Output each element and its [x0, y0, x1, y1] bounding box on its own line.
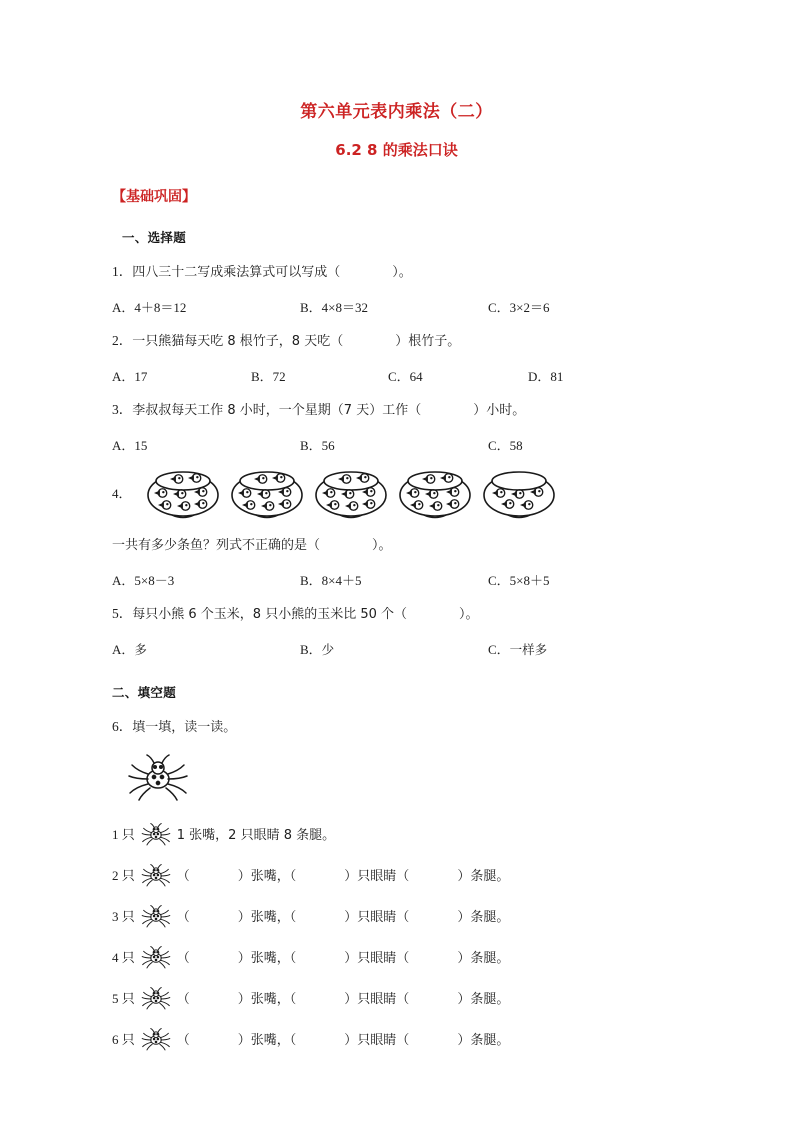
spider-line-2-paren-3-close: ）条腿。: [457, 869, 510, 885]
option-5-a[interactable]: [112, 639, 147, 658]
option-3-c[interactable]: [488, 435, 523, 454]
question-1-text-before: 四八三十二写成乘法算式可以写成（: [132, 265, 341, 281]
option-2-d-label: D．: [528, 368, 551, 384]
spider-line-5-count: 5 只: [112, 991, 135, 1007]
question-4-number: 4．: [112, 486, 132, 502]
spider-line-6: [112, 1026, 713, 1052]
spider-line-3-paren-1-close: ）张嘴，（: [237, 910, 297, 926]
option-4-b[interactable]: [300, 570, 362, 589]
option-1-a[interactable]: [112, 297, 186, 316]
spider-line-5-paren-1-open: （: [176, 992, 190, 1008]
question-5-options: [112, 639, 713, 657]
option-2-a-text: 17: [134, 368, 148, 384]
option-3-c-text: 58: [509, 437, 523, 453]
option-5-b-text: 少: [321, 641, 335, 657]
question-2-text-before: 一只熊猫每天吃 8 根竹子，8 天吃（: [132, 334, 344, 350]
option-5-c-label: C．: [488, 641, 510, 657]
question-4-stem: [112, 536, 713, 555]
option-1-b[interactable]: [300, 297, 368, 316]
option-2-c-label: C．: [388, 368, 410, 384]
option-5-a-label: A．: [112, 641, 135, 657]
question-4-options: [112, 570, 713, 588]
question-5-number: 5．: [112, 605, 133, 621]
question-4-text-after: ）。: [372, 537, 392, 553]
spider-line-4-paren-1-close: ）张嘴，（: [237, 951, 297, 967]
spider-line-3: [112, 903, 713, 929]
spider-line-6-paren-1-open: （: [176, 1033, 190, 1049]
question-4-figure: [112, 467, 713, 519]
fishbowl-5-icon: [480, 467, 558, 519]
spider-icon: [136, 863, 176, 887]
spider-line-6-paren-3-close: ）条腿。: [457, 1033, 510, 1049]
spider-line-example-text: 1 张嘴，2 只眼睛 8 条腿。: [176, 828, 336, 844]
option-2-b-label: B．: [251, 368, 273, 384]
spider-line-2-paren-1-open: （: [176, 869, 190, 885]
option-2-d-text: 81: [550, 368, 564, 384]
spider-icon: [136, 945, 176, 969]
spider-line-2-paren-1-close: ）张嘴，（: [237, 869, 297, 885]
option-2-b[interactable]: [251, 366, 286, 385]
fishbowl-4-icon: [396, 467, 474, 519]
spider-icon: [136, 822, 176, 846]
option-4-a-text: 5×8－3: [134, 572, 175, 588]
option-3-b[interactable]: [300, 435, 335, 454]
spider-line-4-paren-2-close: ）只眼睛（: [344, 951, 410, 967]
question-3-number: 3．: [112, 401, 133, 417]
fishbowl-2-icon: [228, 467, 306, 519]
spider-line-3-paren-3-close: ）条腿。: [457, 910, 510, 926]
option-5-a-text: 多: [134, 641, 147, 657]
spider-line-5-paren-2-close: ）只眼睛（: [344, 992, 410, 1008]
option-2-c[interactable]: [388, 366, 423, 385]
spider-line-2-paren-2-close: ）只眼睛（: [344, 869, 410, 885]
option-2-a[interactable]: [112, 366, 147, 385]
question-2-options: [112, 366, 713, 384]
option-1-b-text: 4×8＝32: [321, 300, 369, 316]
spider-line-3-count: 3 只: [112, 909, 135, 925]
question-4-text-before: 一共有多少条鱼？列式不正确的是（: [112, 537, 321, 553]
question-6-stem: [112, 718, 713, 737]
fishbowl-3-icon: [312, 467, 390, 519]
spider-line-4-count: 4 只: [112, 950, 135, 966]
option-3-b-text: 56: [321, 437, 335, 453]
option-1-b-label: B．: [300, 300, 322, 316]
spider-line-example-count: 1 只: [112, 827, 135, 843]
option-2-a-label: A．: [112, 368, 135, 384]
spider-line-5-paren-1-close: ）张嘴，（: [237, 992, 297, 1008]
spider-line-3-paren-1-open: （: [176, 910, 190, 926]
option-5-b[interactable]: [300, 639, 334, 658]
spider-line-6-count: 6 只: [112, 1032, 135, 1048]
question-3-text-after: ）小时。: [473, 402, 526, 418]
section-heading-fill-blank: 二、填空题: [112, 684, 177, 700]
option-1-c-label: C．: [488, 300, 510, 316]
option-3-c-label: C．: [488, 437, 510, 453]
question-6-text: 填一填，读一读。: [132, 719, 237, 735]
question-5-text-after: ）。: [459, 606, 479, 622]
question-3-stem: [112, 401, 713, 420]
option-5-c-text: 一样多: [509, 641, 548, 657]
spider-line-4-paren-3-close: ）条腿。: [457, 951, 510, 967]
question-5-text-before: 每只小熊 6 个玉米，8 只小熊的玉米比 50 个（: [132, 606, 407, 622]
spider-icon: [136, 986, 176, 1010]
option-4-a-label: A．: [112, 572, 135, 588]
page-title: 第六单元表内乘法（二）: [300, 102, 493, 122]
question-2-number: 2．: [112, 333, 133, 349]
option-2-b-text: 72: [272, 368, 286, 384]
spider-line-3-paren-2-close: ）只眼睛（: [344, 910, 410, 926]
spider-line-4: [112, 944, 713, 970]
question-1-options: [112, 297, 713, 315]
fishbowl-1-icon: [144, 467, 222, 519]
option-1-a-text: 4＋8＝12: [134, 300, 187, 316]
option-4-b-text: 8×4＋5: [321, 572, 362, 588]
question-1-number: 1．: [112, 264, 133, 280]
question-3-text-before: 李叔叔每天工作 8 小时，一个星期（7 天）工作（: [132, 402, 422, 418]
spider-line-4-paren-1-open: （: [176, 951, 190, 967]
question-1-stem: [112, 263, 713, 282]
option-4-a[interactable]: [112, 570, 174, 589]
option-3-a-text: 15: [134, 437, 148, 453]
worksheet-content: [0, 228, 793, 1051]
question-6-number: 6．: [112, 718, 133, 734]
option-1-c-text: 3×2＝6: [509, 300, 550, 316]
option-4-b-label: B．: [300, 572, 322, 588]
spider-line-6-paren-2-close: ）只眼睛（: [344, 1033, 410, 1049]
option-3-a-label: A．: [112, 437, 135, 453]
section-banner: 【基础巩固】: [112, 189, 196, 206]
spider-icon: [136, 904, 176, 928]
option-2-d[interactable]: [528, 366, 563, 385]
question-2-text-after: ）根竹子。: [395, 334, 461, 350]
option-1-a-label: A．: [112, 300, 135, 316]
spider-line-2-count: 2 只: [112, 868, 135, 884]
option-5-b-label: B．: [300, 641, 322, 657]
section-heading-choice: 一、选择题: [122, 230, 187, 246]
option-5-c[interactable]: [488, 639, 547, 658]
option-4-c[interactable]: [488, 570, 550, 589]
question-2-stem: [112, 332, 713, 351]
question-1-text-after: ）。: [392, 265, 412, 281]
spider-line-2: [112, 862, 713, 888]
spider-line-5: [112, 985, 713, 1011]
option-2-c-text: 64: [409, 368, 423, 384]
spider-icon: [136, 1027, 176, 1051]
option-4-c-text: 5×8＋5: [509, 572, 550, 588]
page-subtitle: 6.2 8 的乘法口诀: [335, 140, 458, 159]
question-5-stem: [112, 605, 713, 624]
spider-illustration-icon: [116, 753, 200, 801]
spider-line-example: [112, 821, 713, 847]
option-3-a[interactable]: [112, 435, 147, 454]
question-3-options: [112, 435, 713, 453]
option-4-c-label: C．: [488, 572, 510, 588]
spider-line-6-paren-1-close: ）张嘴，（: [237, 1033, 297, 1049]
spider-line-5-paren-3-close: ）条腿。: [457, 992, 510, 1008]
option-3-b-label: B．: [300, 437, 322, 453]
option-1-c[interactable]: [488, 297, 550, 316]
